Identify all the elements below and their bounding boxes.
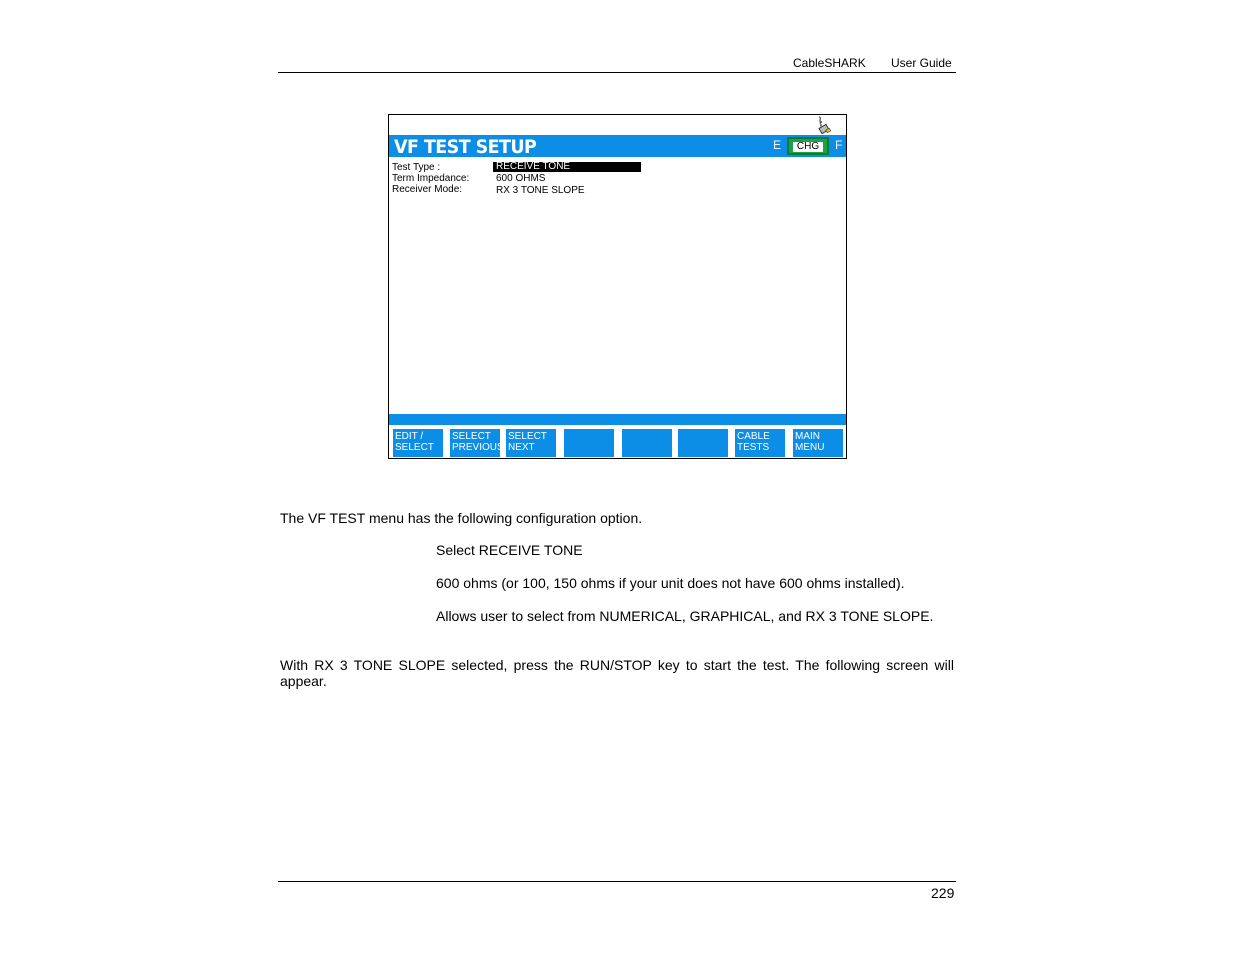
softkey-line: MAIN [795,431,820,442]
receiver-mode-value[interactable]: RX 3 TONE SLOPE [496,185,585,196]
softkey-cable-tests[interactable] [735,429,785,457]
softkey-blank-4[interactable] [564,429,614,457]
receiver-mode-description: Allows user to select from NUMERICAL, GRAPHICAL, and RX 3 TONE SLOPE. [436,608,934,624]
header-guide-title: User Guide [891,56,952,70]
plug-icon [813,115,833,135]
softkey-line: EDIT / [395,431,424,442]
test-type-value[interactable]: RECEIVE TONE [493,162,641,172]
battery-indicator [787,137,829,155]
battery-empty-label: E [773,138,782,152]
softkey-line: SELECT [395,442,434,453]
softkey-blank-5[interactable] [622,429,672,457]
softkey-line: PREVIOUS [452,442,504,453]
receiver-mode-label: Receiver Mode: [392,184,463,195]
header-rule [278,72,956,73]
softkey-blank-6[interactable] [678,429,728,457]
status-bar [389,414,846,425]
term-impedance-label: Term Impedance: [392,173,470,184]
test-type-description: Select RECEIVE TONE [436,542,583,558]
softkey-select-previous[interactable] [450,429,504,457]
softkey-line: TESTS [737,442,770,453]
test-type-label: Test Type : [392,162,441,173]
softkey-line: SELECT [452,431,491,442]
softkey-select-next[interactable] [506,429,556,457]
softkey-line: MENU [795,442,825,453]
intro-paragraph: The VF TEST menu has the following configuration option. [280,510,643,526]
footer-rule [278,881,956,882]
run-instruction-paragraph: With RX 3 TONE SLOPE selected, press the RUN/STOP key to start the test. The following screen will appear. [280,657,954,689]
screen-title: VF TEST SETUP [394,136,537,158]
device-screen [388,114,847,459]
battery-status: CHG [793,142,823,152]
title-bar [389,135,846,157]
softkey-line: NEXT [508,442,535,453]
softkey-edit-select[interactable] [393,429,443,457]
header-product: CableSHARK [793,56,866,70]
softkey-line: CABLE [737,431,770,442]
softkey-main-menu[interactable] [793,429,843,457]
term-impedance-value[interactable]: 600 OHMS [496,173,546,184]
softkey-line: SELECT [508,431,547,442]
page-number: 229 [931,885,955,901]
impedance-description: 600 ohms (or 100, 150 ohms if your unit does not have 600 ohms installed). [436,575,905,591]
battery-full-label: F [835,138,843,152]
